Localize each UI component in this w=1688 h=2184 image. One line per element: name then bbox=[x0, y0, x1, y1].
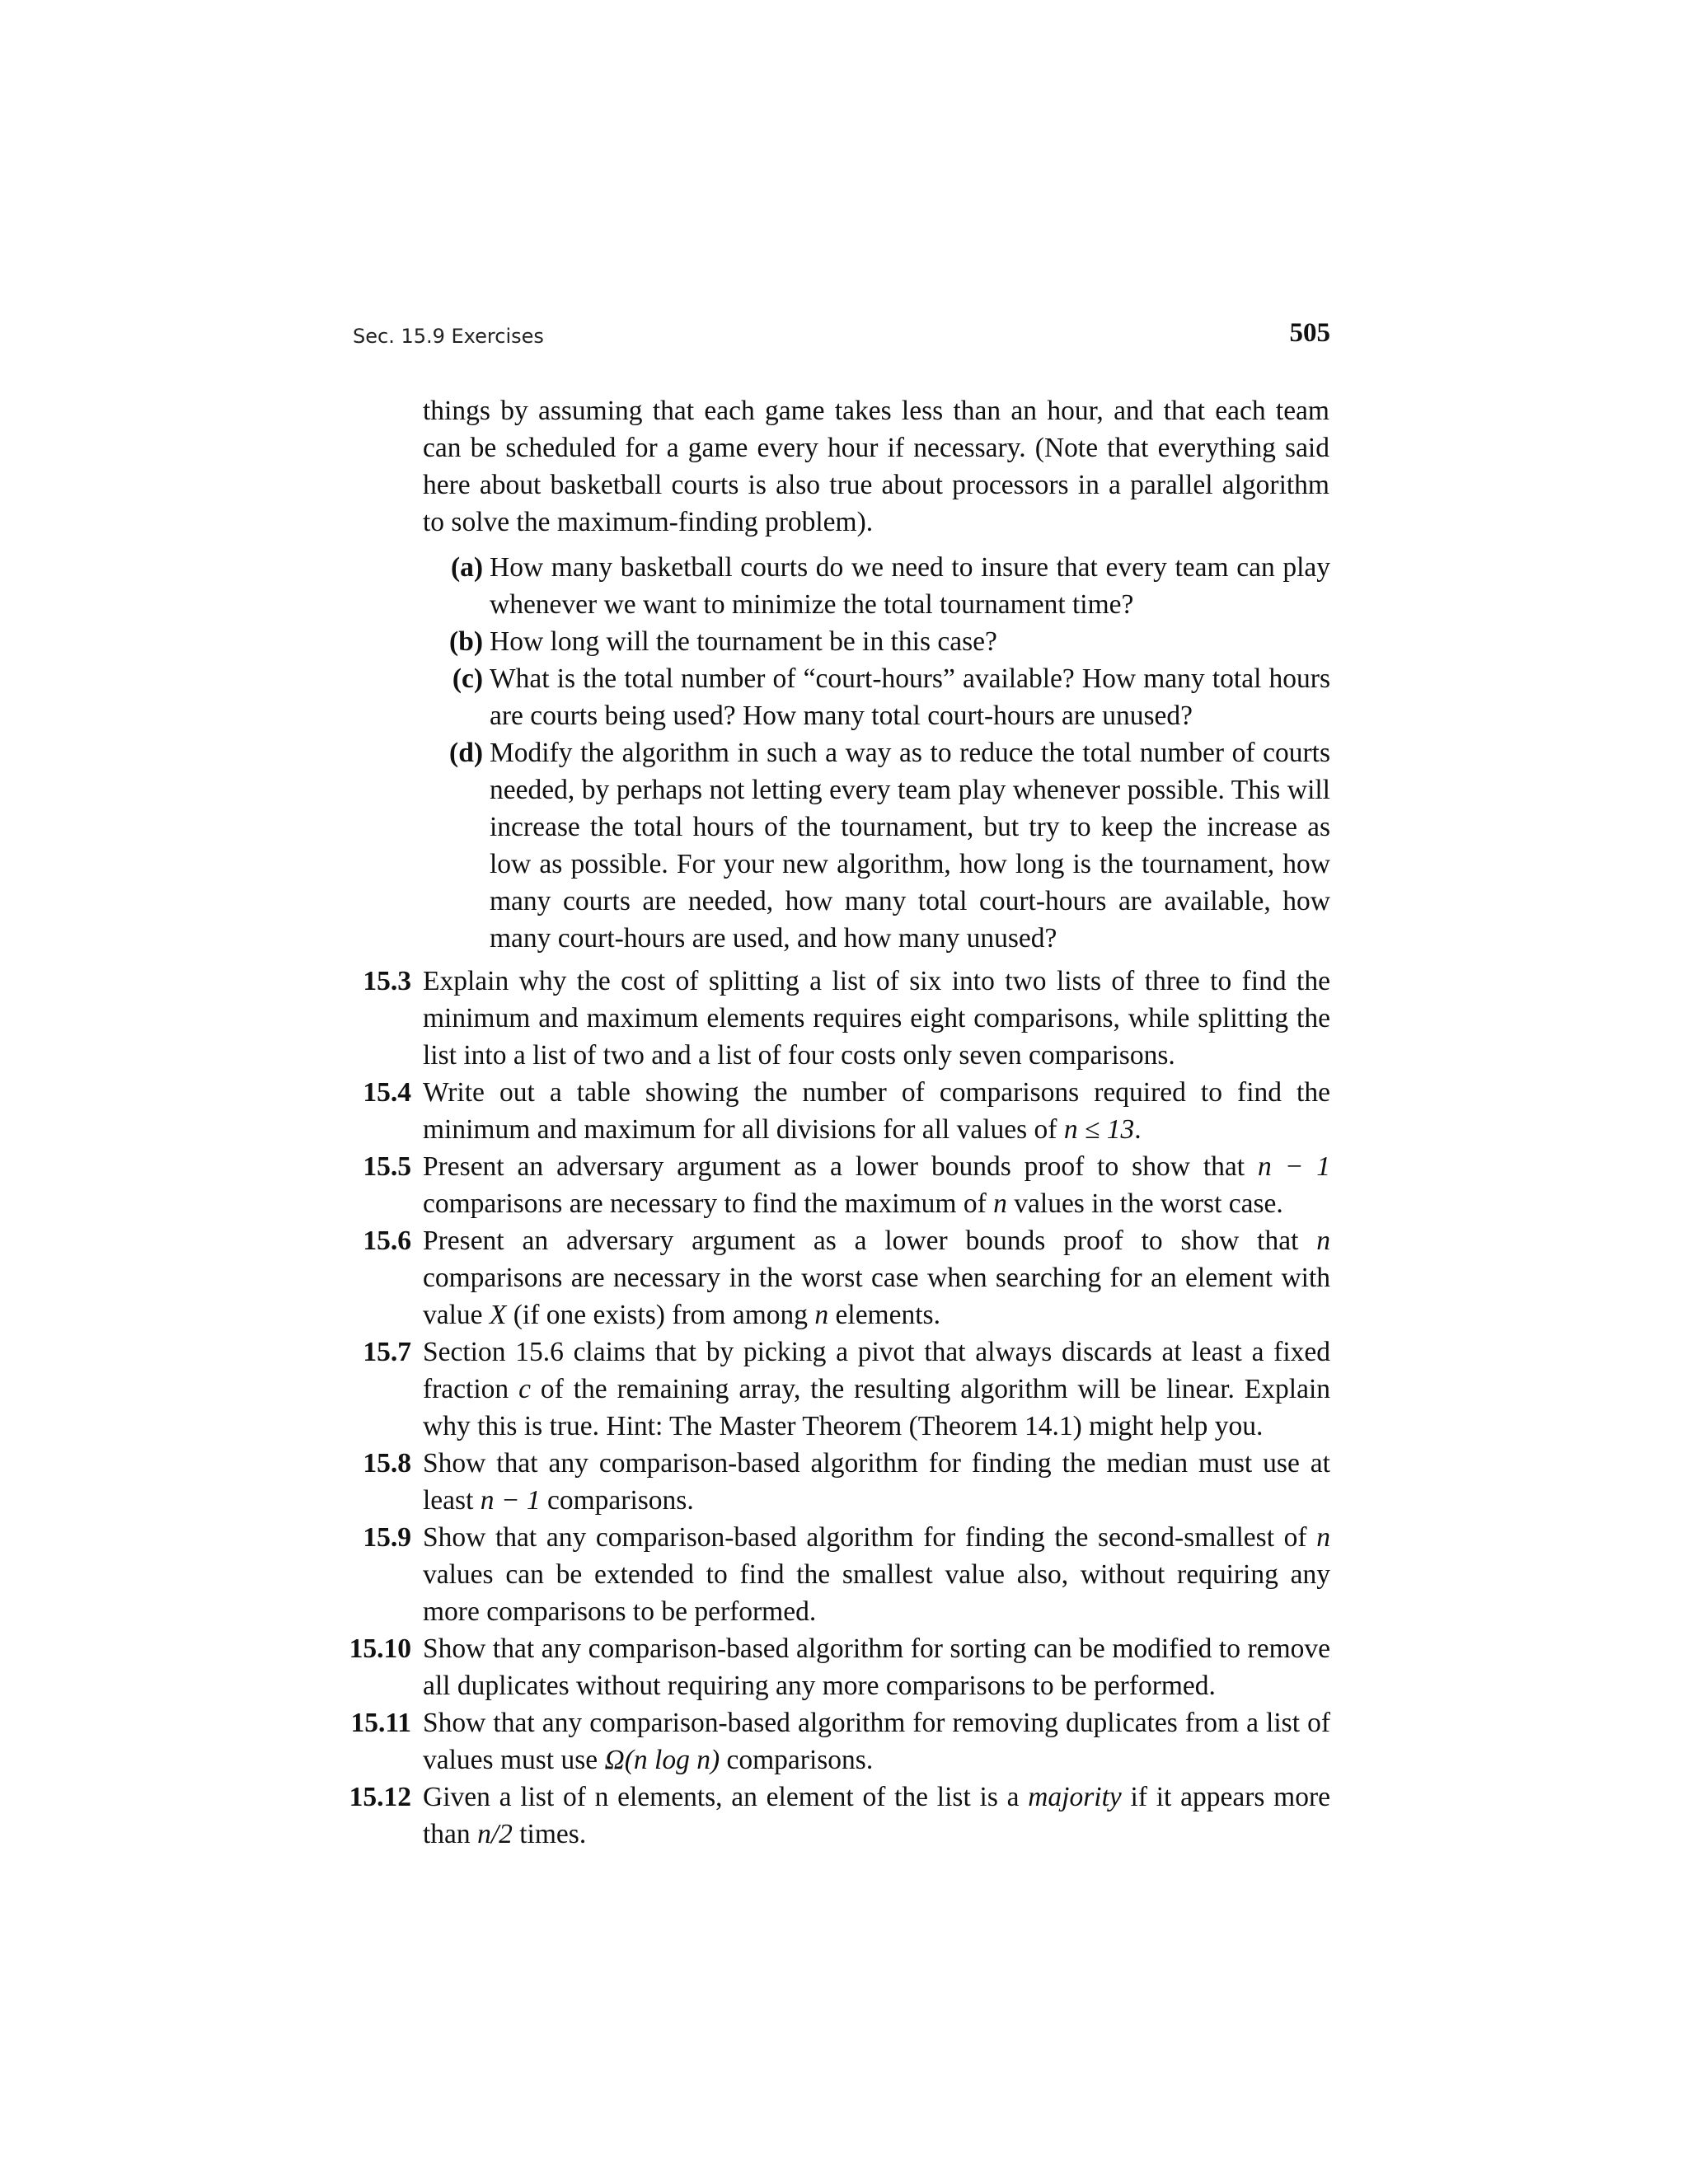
text-run: comparisons. bbox=[720, 1745, 874, 1775]
exercise-text bbox=[423, 1445, 1330, 1519]
subpart-text: What is the total number of “court-hours” available? How many total hours are courts being used? How many total court-hours are unused? bbox=[490, 663, 1330, 731]
text-run: values can be extended to find the smallest value also, without requiring any more comparisons to be performed. bbox=[423, 1559, 1330, 1627]
text-run: times. bbox=[512, 1819, 587, 1849]
subpart-a bbox=[437, 549, 1330, 623]
text-run: Show that any comparison-based algorithm for finding the second-smallest of bbox=[423, 1522, 1317, 1553]
section-label: Sec. 15.9 Exercises bbox=[353, 325, 544, 348]
text-run: Write out a table showing the number of comparisons required to find the minimum and maximum for all divisions for all values of bbox=[423, 1077, 1330, 1145]
subpart-d bbox=[437, 734, 1330, 957]
text-run: Show that any comparison-based algorithm for finding the median must use at least bbox=[423, 1448, 1330, 1516]
text-run: elements. bbox=[828, 1300, 940, 1330]
exercise-text: Explain why the cost of splitting a list of six into two lists of three to find the minimum and maximum elements requires eight comparisons, while splitting the list into a list of two and a list of four costs only seven comparisons. bbox=[423, 966, 1330, 1071]
exercise-text bbox=[423, 1333, 1330, 1445]
math-expression: n bbox=[993, 1188, 1007, 1219]
exercise-15-6 bbox=[338, 1222, 1330, 1333]
text-run: Present an adversary argument as a lower bounds proof to show that bbox=[423, 1226, 1317, 1256]
math-expression: n ≤ 13 bbox=[1063, 1114, 1135, 1145]
math-expression: n − 1 bbox=[1258, 1151, 1330, 1182]
exercise-15-4 bbox=[338, 1074, 1330, 1148]
exercise-number: 15.10 bbox=[349, 1633, 411, 1664]
exercise-15-10 bbox=[338, 1630, 1330, 1704]
exercise-15-5 bbox=[338, 1148, 1330, 1222]
exercise-number: 15.7 bbox=[363, 1337, 411, 1367]
math-expression: Ω(n log n) bbox=[604, 1745, 720, 1775]
text-run: Present an adversary argument as a lower bounds proof to show that bbox=[423, 1151, 1259, 1182]
text-run: if it appears more than bbox=[423, 1782, 1330, 1849]
subpart-text: Modify the algorithm in such a way as to reduce the total number of courts needed, by perhaps not letting every team play whenever possible. This will increase the total hours of the tournament, but try to keep the increase as low as possible. For your new algorithm, how long is the tournament, how many courts are needed, how many total court-hours are available, how many court-hours are used, and how many unused? bbox=[490, 738, 1330, 954]
math-expression: n/2 bbox=[477, 1819, 513, 1849]
exercise-15-3 bbox=[338, 963, 1330, 1074]
exercise-text bbox=[423, 1148, 1330, 1222]
exercise-number: 15.12 bbox=[349, 1782, 411, 1812]
exercise-text: Show that any comparison-based algorithm for sorting can be modified to remove all duplicates without requiring any more comparisons to be performed. bbox=[423, 1633, 1330, 1701]
exercise-15-12 bbox=[338, 1779, 1330, 1853]
math-expression: n bbox=[1316, 1522, 1330, 1553]
exercise-15-7 bbox=[338, 1333, 1330, 1445]
exercise-text bbox=[423, 1074, 1330, 1148]
exercise-number: 15.3 bbox=[363, 966, 411, 996]
math-expression: n − 1 bbox=[480, 1485, 541, 1516]
subpart-label: (a) bbox=[450, 552, 483, 583]
page-number: 505 bbox=[1289, 318, 1330, 348]
intro-paragraph: things by assuming that each game takes less than an hour, and that each team can be scheduled for a game every hour if necessary. (Note that everything said here about basketball courts is also true about processors in a parallel algorithm to solve the maximum-finding problem). bbox=[423, 396, 1329, 537]
exercise-15-9 bbox=[338, 1519, 1330, 1630]
exercise-number: 15.11 bbox=[350, 1708, 411, 1738]
exercise-text bbox=[423, 1222, 1330, 1333]
text-run: comparisons. bbox=[540, 1485, 694, 1516]
text-run: values in the worst case. bbox=[1006, 1188, 1283, 1219]
text-run: Given a list of n elements, an element of the list is a bbox=[423, 1782, 1029, 1812]
exercise-number: 15.8 bbox=[363, 1448, 411, 1479]
subpart-label: (c) bbox=[452, 663, 483, 694]
exercise-number: 15.9 bbox=[363, 1522, 411, 1553]
subpart-text: How many basketball courts do we need to insure that every team can play whenever we want to minimize the total tournament time? bbox=[490, 552, 1330, 620]
subpart-text: How long will the tournament be in this case? bbox=[490, 626, 997, 657]
exercise-subparts bbox=[437, 549, 1330, 957]
text-run: of the remaining array, the resulting algorithm will be linear. Explain why this is true. Hint: The Master Theorem (Theorem 14.1) might help you. bbox=[423, 1374, 1331, 1441]
exercise-number: 15.5 bbox=[363, 1151, 411, 1182]
text-run: (if one exists) from among bbox=[506, 1300, 815, 1330]
exercise-text bbox=[423, 1519, 1330, 1630]
text-run: Show that any comparison-based algorithm for removing duplicates from a list of values must use bbox=[423, 1708, 1330, 1775]
subpart-c bbox=[437, 660, 1330, 734]
exercise-15-8 bbox=[338, 1445, 1330, 1519]
exercise-list bbox=[338, 963, 1330, 1853]
emphasis: majority bbox=[1028, 1782, 1122, 1812]
text-run: comparisons are necessary to find the maximum of bbox=[423, 1188, 994, 1219]
exercise-number: 15.4 bbox=[363, 1077, 411, 1108]
math-expression: n bbox=[1316, 1226, 1330, 1256]
math-expression: n bbox=[814, 1300, 829, 1330]
math-expression: X bbox=[489, 1300, 507, 1330]
text-run: Section 15.6 claims that by picking a pivot that always discards at least a fixed fraction bbox=[423, 1337, 1330, 1404]
math-expression: c bbox=[518, 1374, 531, 1404]
subpart-b bbox=[437, 623, 1330, 660]
exercise-number: 15.6 bbox=[363, 1226, 411, 1256]
running-head bbox=[353, 318, 1330, 354]
text-run: . bbox=[1134, 1114, 1142, 1145]
subpart-label: (b) bbox=[449, 626, 483, 657]
text-run: comparisons are necessary in the worst case when searching for an element with value bbox=[423, 1263, 1330, 1330]
subpart-label: (d) bbox=[449, 738, 483, 768]
exercise-15-11 bbox=[338, 1704, 1330, 1779]
exercise-text bbox=[423, 1779, 1330, 1853]
exercise-text bbox=[423, 1704, 1330, 1779]
